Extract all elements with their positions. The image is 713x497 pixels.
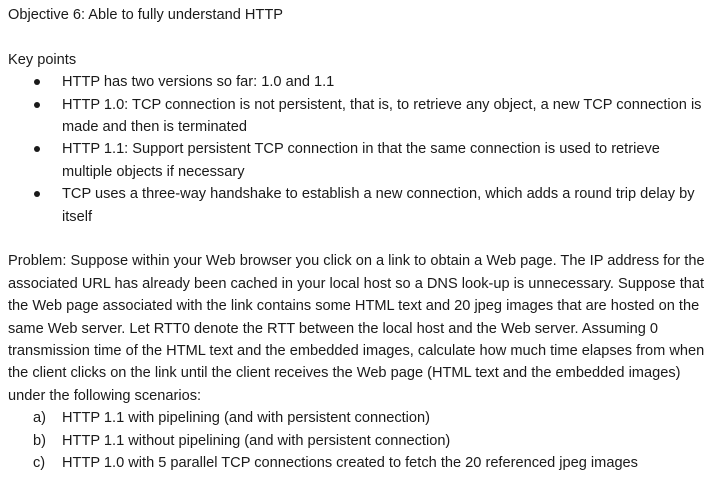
bullet-icon	[34, 102, 40, 108]
key-point-text: TCP uses a three-way handshake to establish a new connection, which adds a round trip delay by itself	[62, 186, 695, 225]
scenario-item	[8, 452, 708, 474]
key-points-heading: Key points	[8, 51, 77, 68]
key-point-text: HTTP has two versions so far: 1.0 and 1.1	[62, 74, 335, 91]
bullet-icon	[34, 79, 40, 85]
key-point-text: HTTP 1.1: Support persistent TCP connection in that the same connection is used to retrieve multiple objects if necessary	[62, 141, 660, 180]
objective-title: Objective 6: Able to fully understand HTTP	[8, 7, 283, 23]
scenario-item	[8, 430, 708, 452]
bullet-icon	[34, 191, 40, 197]
key-point-text: HTTP 1.0: TCP connection is not persistent, that is, to retrieve any object, a new TCP connection is made and then is terminated	[62, 96, 702, 136]
scenario-item	[8, 407, 708, 429]
document-body	[8, 4, 708, 475]
scenario-list	[8, 407, 708, 474]
scenario-text: HTTP 1.1 with pipelining (and with persistent connection)	[62, 410, 431, 427]
bullet-icon	[34, 146, 40, 152]
scenario-text: HTTP 1.1 without pipelining (and with persistent connection)	[62, 432, 451, 449]
scenario-text: HTTP 1.0 with 5 parallel TCP connections created to fetch the 20 referenced jpeg images	[62, 455, 638, 472]
blank-line	[8, 26, 708, 48]
key-points-list	[8, 71, 708, 228]
key-point-item	[8, 94, 708, 139]
key-point-item	[8, 138, 708, 183]
scenario-marker: c)	[33, 455, 46, 472]
key-point-item	[8, 183, 708, 228]
blank-line	[8, 228, 708, 250]
problem-statement: Problem: Suppose within your Web browser you click on a link to obtain a Web page. The IP address for the associated URL has already been cached in your local host so a DNS look-up is unnecessary. Suppose that the Web page associated with the link contains some HTML text and 20 jpeg images that are hosted on the same Web server. Let RTT0 denote the RTT between the local host and the Web server. Assuming 0 transmission time of the HTML text and the embedded images, calculate how much time elapses from when the client clicks on the link until the client receives the Web page (HTML text and the embedded images) under the following scenarios:	[8, 253, 705, 404]
scenario-marker: b)	[33, 432, 46, 449]
scenario-marker: a)	[33, 410, 46, 427]
key-point-item	[8, 71, 708, 93]
